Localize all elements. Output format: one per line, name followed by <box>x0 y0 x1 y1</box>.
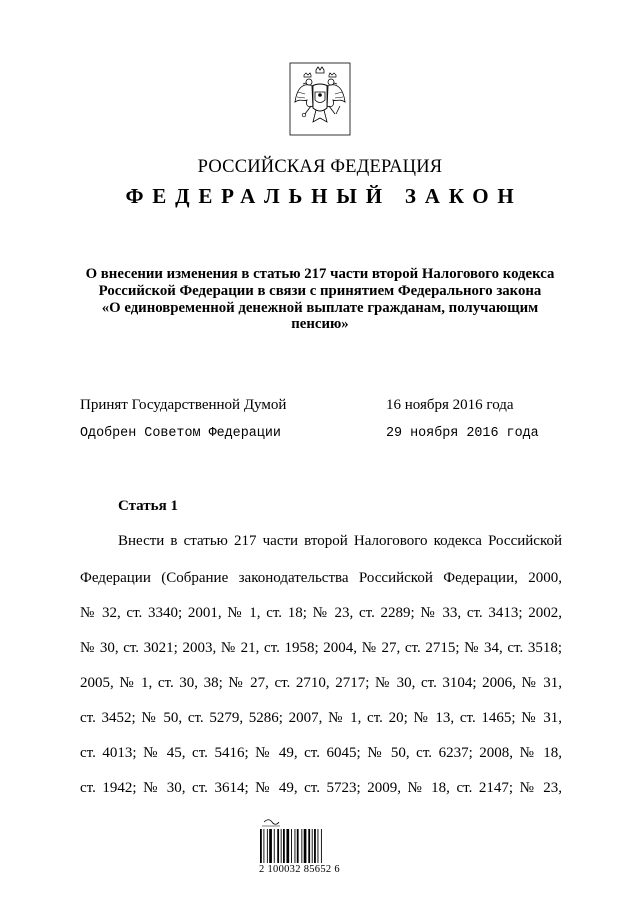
barcode-number: 2 100032 85652 6 <box>259 864 340 875</box>
law-type-heading: ФЕДЕРАЛЬНЫЙ ЗАКОН <box>125 184 523 208</box>
article-text-line: 2005, № 1, ст. 30, 38; № 27, ст. 2710, 2717; № 30, ст. 3104; 2006, № 31, <box>80 675 562 691</box>
approved-label: Одобрен Советом Федерации <box>80 426 281 441</box>
barcode-graphic <box>258 817 344 863</box>
approved-date: 29 ноября 2016 года <box>386 426 539 441</box>
article-text-line: ст. 1942; № 30, ст. 3614; № 49, ст. 5723; 2009, № 18, ст. 2147; № 23, <box>80 780 562 796</box>
law-title-line: Российской Федерации в связи с принятием Федерального закона <box>98 282 542 299</box>
article-text-line: № 32, ст. 3340; 2001, № 1, ст. 18; № 23, ст. 2289; № 33, ст. 3413; 2002, <box>80 605 562 621</box>
country-heading: РОССИЙСКАЯ ФЕДЕРАЦИЯ <box>197 157 443 177</box>
article-text-line: ст. 4013; № 45, ст. 5416; № 49, ст. 6045; № 50, ст. 6237; 2008, № 18, <box>80 745 562 761</box>
law-title-line: О внесении изменения в статью 217 части второй Налогового кодекса <box>85 266 555 282</box>
adopted-date: 16 ноября 2016 года <box>386 397 514 413</box>
article-text-line: № 30, ст. 3021; 2003, № 21, ст. 1958; 2004, № 27, ст. 2715; № 34, ст. 3518; <box>80 640 562 656</box>
adopted-label: Принят Государственной Думой <box>80 397 287 413</box>
article-text-line: ст. 3452; № 50, ст. 5279, 5286; 2007, № 1, ст. 20; № 13, ст. 1465; № 31, <box>80 710 562 726</box>
article-text-line: Федерации (Собрание законодательства Российской Федерации, 2000, <box>80 570 562 586</box>
coat-of-arms-emblem <box>289 62 351 136</box>
law-title-line: «О единовременной денежной выплате гражданам, получающим <box>101 299 539 316</box>
article-text-line: Внести в статью 217 части второй Налогового кодекса Российской <box>118 533 562 549</box>
barcode <box>258 817 344 867</box>
law-title-line: пенсию» <box>291 316 349 333</box>
article-heading: Статья 1 <box>118 498 178 514</box>
law-title <box>70 266 570 333</box>
